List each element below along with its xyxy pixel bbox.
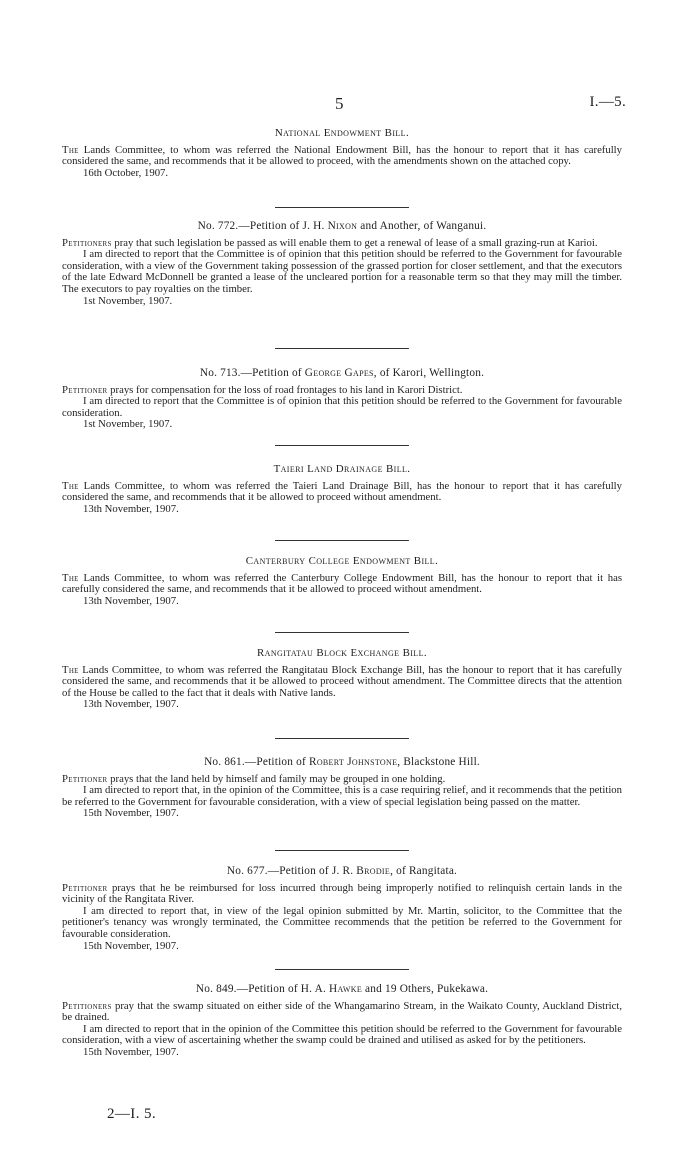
report-date: 15th November, 1907. xyxy=(83,1045,179,1058)
report-date: 15th November, 1907. xyxy=(83,939,179,952)
committee-report: I am directed to report that the Committee is of opinion that this petition should be referred to the Government for favourable consideration. xyxy=(62,395,622,419)
title-suffix: , Blackstone Hill. xyxy=(397,756,480,768)
report-rangitatau-block-exchange-bill xyxy=(62,648,622,711)
report-paragraph xyxy=(62,573,622,596)
title-prefix: No. 713.—Petition of xyxy=(199,367,305,379)
petition-861 xyxy=(62,757,622,820)
petitioner-name: Brodie xyxy=(356,865,391,877)
petitioner-name: Hawke xyxy=(329,983,363,995)
paragraph-lead: The xyxy=(62,143,79,156)
report-taieri-land-drainage-bill xyxy=(62,464,622,515)
report-date: 15th November, 1907. xyxy=(83,807,179,820)
section-divider xyxy=(275,969,409,970)
title-prefix: No. 849.—Petition of H. A. xyxy=(195,983,329,995)
page-header xyxy=(62,94,626,114)
section-title: Canterbury College Endowment Bill. xyxy=(245,555,439,567)
paper-reference: I.—5. xyxy=(589,94,626,110)
petition-713 xyxy=(62,368,622,431)
committee-report: I am directed to report that the Committee is of opinion that this petition should be referred to the Government for favourable consideration, with a view of the Government taking possession of the grassed portion for closer settlement, and that the executors of the late Edward McDonnell be granted a lease of the uncleared portion for a reasonable term so that they may mill the timber. The executors to pay royalties on the timber. xyxy=(62,248,622,295)
section-title: Taieri Land Drainage Bill. xyxy=(273,463,411,475)
paragraph-text: prays that he be reimbursed for loss incurred through being improperly notified to relinquish certain lands in the vicinity of the Rangitata River. xyxy=(62,881,622,906)
paragraph-lead: Petitioner xyxy=(62,772,108,785)
report-date: 13th November, 1907. xyxy=(83,502,179,515)
signature-mark: 2—I. 5. xyxy=(107,1106,157,1122)
report-date: 13th November, 1907. xyxy=(83,594,179,607)
paragraph-text: Lands Committee, to whom was referred the Canterbury College Endowment Bill, has the honour to report that it has carefully considered the same, and recommends that it be allowed to proceed without amendment. xyxy=(62,571,622,596)
paragraph-lead: Petitioner xyxy=(62,881,108,894)
committee-report: I am directed to report that, in the opinion of the Committee, this is a case requiring relief, and it recommends that the petition be referred to the Government for favourable consideration, with a view of special legislation being passed on the matter. xyxy=(62,784,622,808)
section-divider xyxy=(275,207,409,208)
section-divider xyxy=(275,850,409,851)
title-suffix: and Another, of Wanganui. xyxy=(357,220,487,232)
paragraph-lead: Petitioner xyxy=(62,383,108,396)
report-national-endowment-bill xyxy=(62,128,622,179)
section-title: National Endowment Bill. xyxy=(274,127,410,139)
committee-report: I am directed to report that, in view of the legal opinion submitted by Mr. Martin, solicitor, to the Committee that the petitioner's tenancy was wrongly terminated, the Committee recommends that the petition be referred to the Government for favourable consideration. xyxy=(62,904,622,940)
section-divider xyxy=(275,540,409,541)
section-divider xyxy=(275,348,409,349)
paragraph-text: Lands Committee, to whom was referred the Rangitatau Block Exchange Bill, has the honour to report that it has carefully considered the same, and recommends that it be allowed to proceed without amendment. The Committee directs that the attention of the House be called to the fact that it deals with Native lands. xyxy=(62,663,622,699)
report-canterbury-college-endowment-bill xyxy=(62,556,622,607)
petition-prayer xyxy=(62,883,622,906)
paragraph-text: prays for compensation for the loss of road frontages to his land in Karori District. xyxy=(107,383,463,396)
title-suffix: and 19 Others, Pukekawa. xyxy=(362,983,489,995)
report-date: 1st November, 1907. xyxy=(83,294,173,307)
section-title xyxy=(62,866,622,878)
paragraph-text: Lands Committee, to whom was referred the National Endowment Bill, has the honour to report that it has carefully considered the same, and recommends that it be allowed to proceed, with the amendments shown on the attached copy. xyxy=(62,143,622,168)
section-title xyxy=(62,368,622,380)
title-prefix: No. 861.—Petition of xyxy=(204,756,309,768)
paragraph-text: prays that the land held by himself and family may be grouped in one holding. xyxy=(107,772,446,785)
petition-prayer xyxy=(62,1001,622,1024)
page-number: 5 xyxy=(335,94,344,113)
paragraph-text: pray that such legislation be passed as will enable them to get a renewal of lease of a small grazing-run at Karioi. xyxy=(111,236,598,249)
petition-677 xyxy=(62,866,622,952)
section-title xyxy=(62,984,622,996)
petitioner-name: George Gapes xyxy=(304,367,374,379)
petitioner-name: Nixon xyxy=(327,220,358,232)
section-title: Rangitatau Block Exchange Bill. xyxy=(257,647,427,659)
title-prefix: No. 677.—Petition of J. R. xyxy=(226,865,357,877)
report-date: 13th November, 1907. xyxy=(83,698,179,711)
section-title xyxy=(62,221,622,233)
paragraph-lead: The xyxy=(62,571,79,584)
paragraph-lead: The xyxy=(62,663,79,676)
paragraph-lead: The xyxy=(62,479,79,492)
title-suffix: , of Karori, Wellington. xyxy=(373,367,485,379)
section-title xyxy=(62,757,622,769)
paragraph-lead: Petitioners xyxy=(62,236,112,249)
section-divider xyxy=(275,738,409,739)
petition-849 xyxy=(62,984,622,1059)
petitioner-name: Robert Johnstone xyxy=(309,756,398,768)
report-date: 1st November, 1907. xyxy=(83,418,173,431)
report-paragraph xyxy=(62,665,622,700)
title-prefix: No. 772.—Petition of J. H. xyxy=(197,220,328,232)
paragraph-text: Lands Committee, to whom was referred the Taieri Land Drainage Bill, has the honour to report that it has carefully considered the same, and recommends that it be allowed to proceed without amendment. xyxy=(62,479,622,504)
title-suffix: , of Rangitata. xyxy=(390,865,458,877)
committee-report: I am directed to report that in the opinion of the Committee this petition should be referred to the Government for favourable consideration, with a view of ascertaining whether the swamp could be drained and utilised as asked for by the petitioners. xyxy=(62,1022,622,1047)
section-divider xyxy=(275,445,409,446)
petition-772 xyxy=(62,221,622,307)
section-divider xyxy=(275,632,409,633)
report-date: 16th October, 1907. xyxy=(83,166,169,179)
report-paragraph xyxy=(62,145,622,168)
paragraph-text: pray that the swamp situated on either side of the Whangamarino Stream, in the Waikato County, Auckland District, be drained. xyxy=(62,999,622,1024)
paragraph-lead: Petitioners xyxy=(62,999,112,1012)
report-paragraph xyxy=(62,481,622,504)
